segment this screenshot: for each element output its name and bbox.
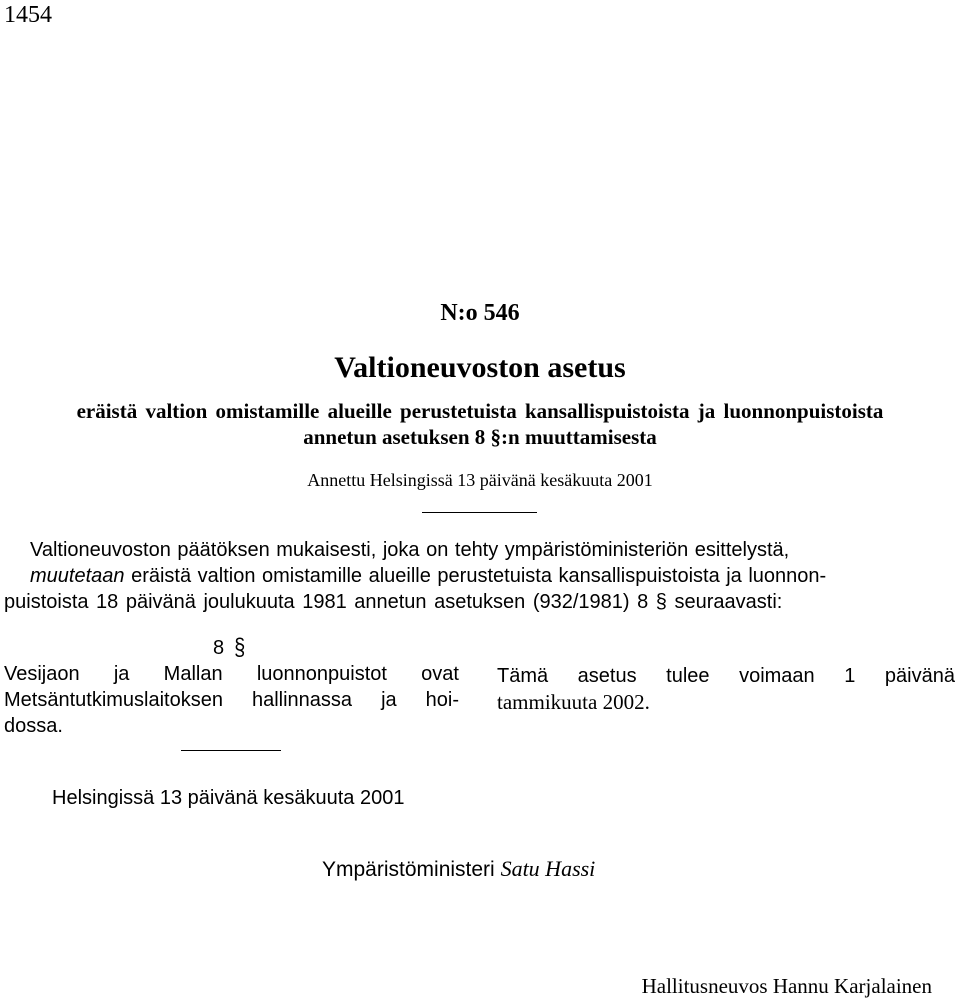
word: Tämä	[497, 665, 549, 687]
minister-signature	[322, 855, 595, 884]
section-sign: §	[234, 634, 246, 662]
minister-title: Ympäristöministeri	[322, 858, 495, 881]
word: hoi-	[425, 689, 459, 711]
word: päivänä	[884, 665, 955, 687]
section-text-line-2	[4, 687, 459, 713]
section-divider	[181, 750, 281, 751]
section-text-line-3: dossa.	[4, 715, 63, 737]
document-subtitle-line-2: annetun asetuksen 8 §:n muuttamisesta	[303, 425, 657, 449]
word: luonnonpuistot	[256, 663, 387, 685]
entry-into-force-line-2: tammikuuta 2002.	[497, 690, 650, 714]
word: ja	[381, 689, 397, 711]
header-divider	[422, 512, 537, 513]
intro-line-2-rest: eräistä valtion omistamille alueille perustetuista kansallispuistoista ja luonnon-	[124, 565, 827, 587]
word: ja	[113, 663, 130, 685]
entry-into-force-line-1	[497, 663, 955, 689]
document-title: Valtioneuvoston asetus	[334, 351, 626, 384]
intro-line-2	[30, 563, 826, 589]
section-number: 8	[213, 637, 225, 659]
word: ovat	[421, 663, 459, 685]
section-text-line-1	[4, 661, 459, 687]
word: voimaan	[739, 665, 815, 687]
intro-enacting-word: muutetaan	[30, 565, 125, 587]
word: Mallan	[163, 663, 223, 685]
intro-line-3: puistoista 18 päivänä joulukuuta 1981 annetun asetuksen (932/1981) 8 § seuraavasti:	[4, 591, 783, 613]
word: Metsäntutkimuslaitoksen	[4, 689, 223, 711]
minister-name: Satu Hassi	[500, 856, 596, 881]
word: tulee	[666, 665, 710, 687]
word: asetus	[577, 665, 637, 687]
document-subtitle-line-1: eräistä valtion omistamille alueille perustetuista kansallispuistoista ja luonnonpuistoista	[76, 399, 884, 423]
word: Vesijaon	[4, 663, 80, 685]
word: 1	[844, 665, 856, 687]
intro-line-1: Valtioneuvoston päätöksen mukaisesti, joka on tehty ympäristöministeriön esittelystä,	[30, 539, 790, 561]
word: hallinnassa	[251, 689, 353, 711]
document-number: N:o 546	[440, 300, 520, 326]
page-number: 1454	[4, 2, 52, 28]
counsellor-signature: Hallitusneuvos Hannu Karjalainen	[641, 974, 932, 998]
issued-date-line: Annettu Helsingissä 13 päivänä kesäkuuta 2001	[307, 470, 653, 490]
signing-place-date: Helsingissä 13 päivänä kesäkuuta 2001	[52, 787, 405, 809]
section-heading	[213, 635, 245, 661]
